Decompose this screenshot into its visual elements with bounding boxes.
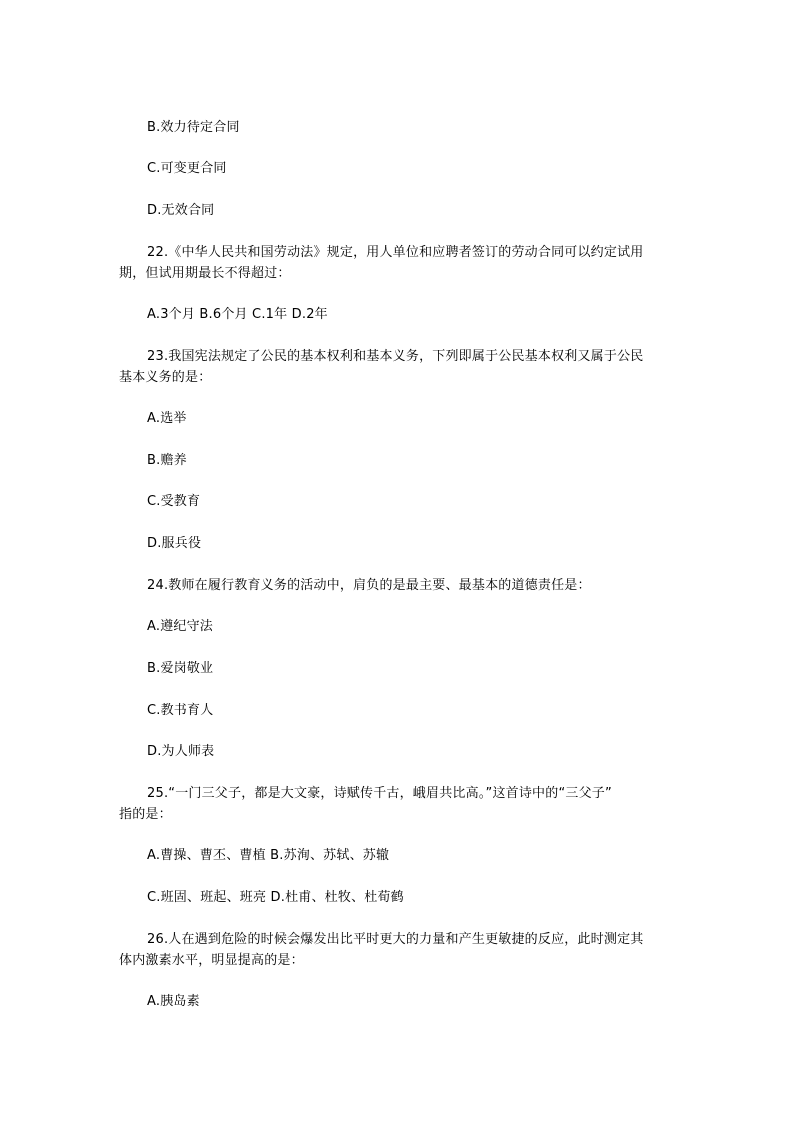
question-23-option-d: D.服兵役	[147, 536, 202, 551]
question-22-line-1: 22.《中华人民共和国劳动法》规定，用人单位和应聘者签订的劳动合同可以约定试用	[147, 245, 644, 260]
question-24: 24.教师在履行教育义务的活动中，肩负的是最主要、最基本的道德责任是：	[147, 578, 591, 593]
question-25-options-ab: A.曹操、曹丕、曹植 B.苏洵、苏轼、苏辙	[147, 848, 390, 863]
question-26-option-a: A.胰岛素	[147, 994, 200, 1009]
option-c-contract-variable: C.可变更合同	[147, 161, 227, 176]
question-25-line-1: 25.“一门三父子，都是大文豪，诗赋传千古，峨眉共比高。”这首诗中的“三父子”	[147, 786, 612, 801]
option-d-contract-void: D.无效合同	[147, 203, 215, 218]
question-22-line-2: 期，但试用期最长不得超过：	[119, 266, 291, 281]
question-24-option-b: B.爱岗敬业	[147, 661, 214, 676]
question-26-line-1: 26.人在遇到危险的时候会爆发出比平时更大的力量和产生更敏捷的反应，此时测定其	[147, 932, 644, 947]
question-25-line-2: 指的是：	[119, 807, 172, 822]
question-26-line-2: 体内激素水平，明显提高的是：	[119, 953, 304, 968]
question-25-options-cd: C.班固、班起、班亮 D.杜甫、杜牧、杜荀鹤	[147, 890, 404, 905]
question-23-option-c: C.受教育	[147, 494, 201, 509]
question-24-option-d: D.为人师表	[147, 744, 215, 759]
question-24-option-c: C.教书育人	[147, 703, 214, 718]
question-23-option-b: B.赡养	[147, 453, 187, 468]
option-b-contract-pending: B.效力待定合同	[147, 120, 240, 135]
question-23-option-a: A.选举	[147, 411, 187, 426]
question-23-line-1: 23.我国宪法规定了公民的基本权利和基本义务，下列即属于公民基本权利又属于公民	[147, 349, 644, 364]
question-23-line-2: 基本义务的是：	[119, 370, 212, 385]
question-22-options: A.3个月 B.6个月 C.1年 D.2年	[147, 307, 328, 322]
question-24-option-a: A.遵纪守法	[147, 619, 213, 634]
